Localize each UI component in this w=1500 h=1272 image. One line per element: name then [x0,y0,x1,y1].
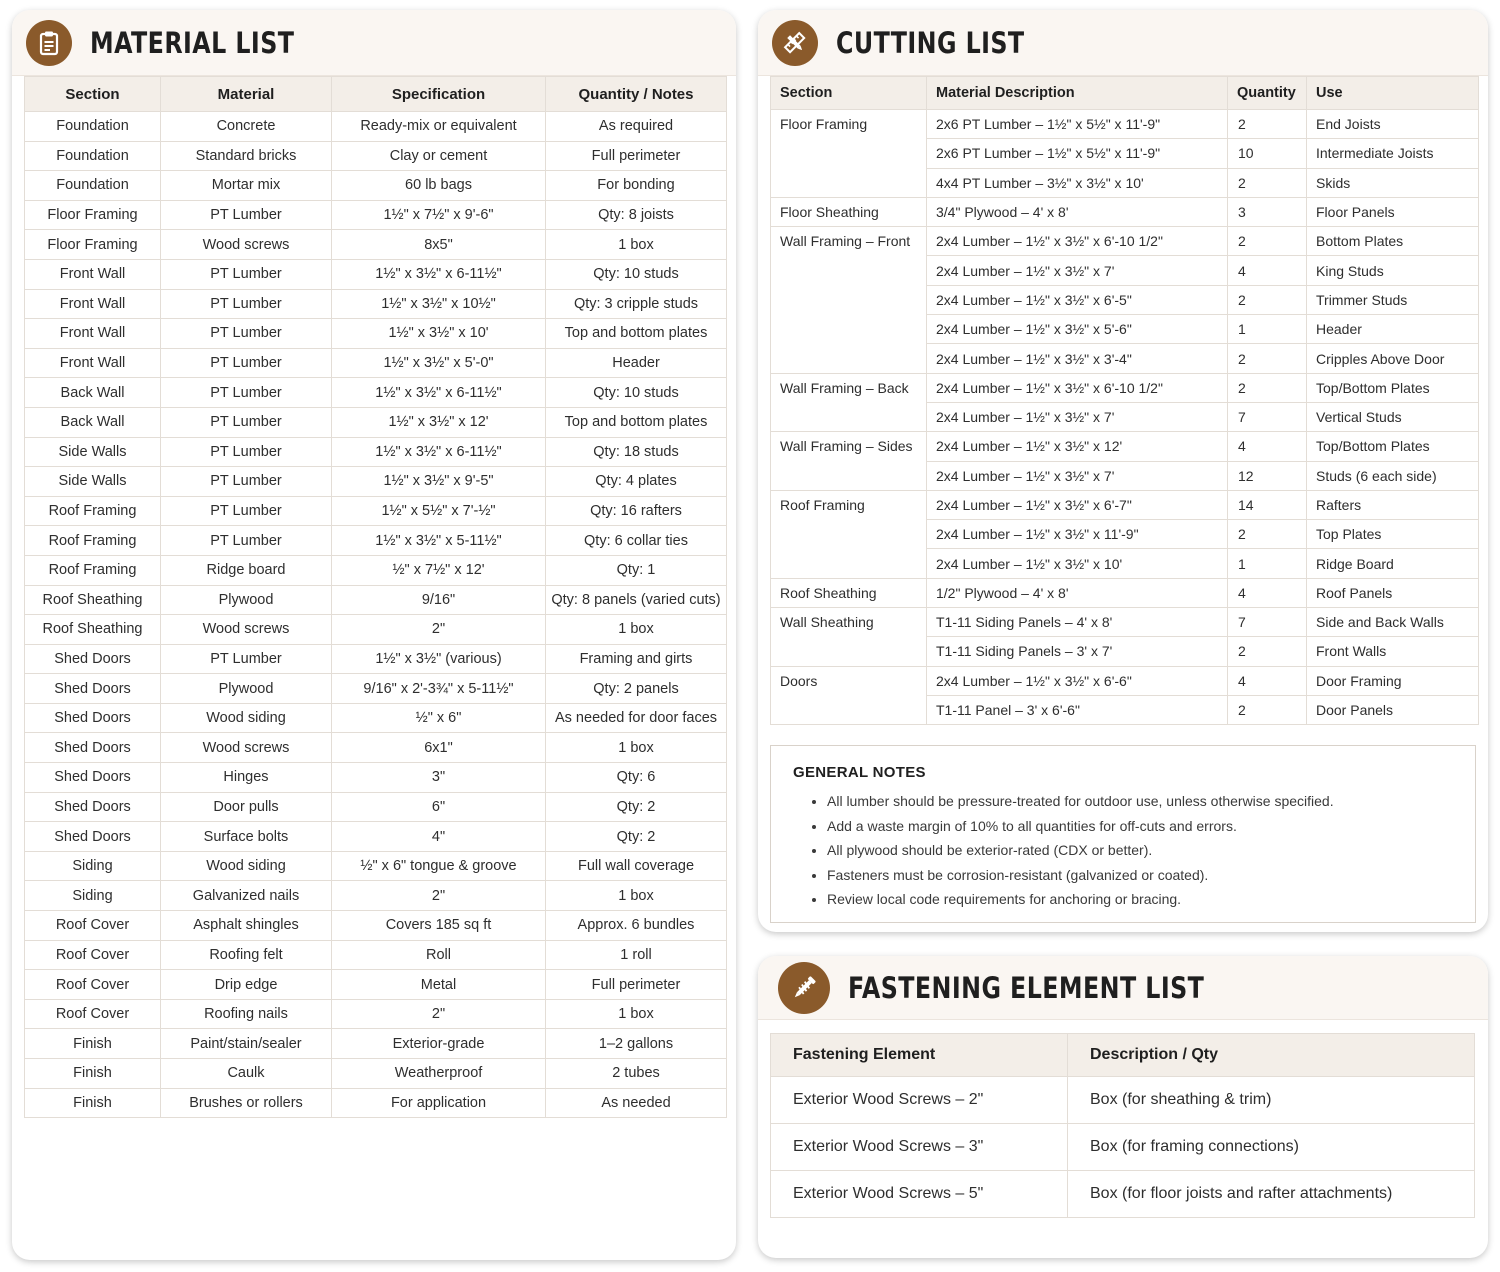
table-cell: 6" [332,792,546,822]
table-cell: PT Lumber [161,467,332,497]
table-cell: Header [546,348,727,378]
table-row [25,703,727,733]
table-row [25,733,727,763]
table-cell: Vertical Studs [1307,402,1479,431]
table-cell: Qty: 6 [546,763,727,793]
table-cell: Back Wall [25,407,161,437]
table-cell: 2x4 Lumber – 1½" x 3½" x 6'-7" [927,490,1228,519]
table-cell: Exterior Wood Screws – 5" [771,1171,1068,1218]
table-cell: Intermediate Joists [1307,139,1479,168]
table-cell: Full perimeter [546,970,727,1000]
table-row [25,822,727,852]
table-row [771,578,1479,607]
table-cell: Wood siding [161,703,332,733]
table-cell: Front Wall [25,259,161,289]
table-cell: PT Lumber [161,348,332,378]
table-cell: Roof Cover [25,940,161,970]
table-cell: 2x4 Lumber – 1½" x 3½" x 6'-10 1/2" [927,373,1228,402]
table-cell: Surface bolts [161,822,332,852]
table-cell: 1½" x 3½" x 5-11½" [332,526,546,556]
table-row [25,319,727,349]
table-cell: Framing and girts [546,644,727,674]
table-row [25,289,727,319]
table-cell: Wood screws [161,230,332,260]
table-cell: Metal [332,970,546,1000]
cutting-section-cell: Roof Sheathing [771,578,927,607]
fastening-column-header: Description / Qty [1068,1034,1475,1077]
table-cell: Wood screws [161,615,332,645]
table-cell: Full wall coverage [546,851,727,881]
table-cell: Finish [25,1088,161,1118]
table-row [771,1077,1475,1124]
table-cell: Door Panels [1307,695,1479,724]
table-cell: Bottom Plates [1307,227,1479,256]
table-cell: Roof Sheathing [25,585,161,615]
table-cell: 1½" x 3½" x 6-11½" [332,437,546,467]
screw-icon [778,962,830,1014]
table-cell: Front Wall [25,289,161,319]
material-column-header: Quantity / Notes [546,77,727,112]
table-cell: Top Plates [1307,520,1479,549]
table-row [25,674,727,704]
table-cell: 12 [1228,461,1307,490]
table-cell: Roof Framing [25,496,161,526]
table-cell: PT Lumber [161,644,332,674]
table-cell: Roof Framing [25,526,161,556]
table-row [25,999,727,1029]
cutting-header-row [771,77,1479,110]
material-list-header [12,10,736,76]
table-cell: 6x1" [332,733,546,763]
table-row [25,881,727,911]
table-cell: 4" [332,822,546,852]
list-item: • Add a waste margin of 10% to all quantities for off-cuts and errors. [827,814,1475,839]
table-cell: PT Lumber [161,526,332,556]
table-cell: 1½" x 3½" x 6-11½" [332,378,546,408]
table-cell: 1½" x 3½" x 5'-0" [332,348,546,378]
table-cell: End Joists [1307,110,1479,139]
table-row [771,490,1479,519]
table-cell: Ready-mix or equivalent [332,112,546,142]
table-cell: Box (for sheathing & trim) [1068,1077,1475,1124]
table-cell: 2x6 PT Lumber – 1½" x 5½" x 11'-9" [927,110,1228,139]
table-cell: Door Framing [1307,666,1479,695]
table-cell: Finish [25,1059,161,1089]
table-cell: Qty: 8 panels (varied cuts) [546,585,727,615]
list-item: • All plywood should be exterior-rated (CDX or better). [827,838,1475,863]
table-cell: As needed for door faces [546,703,727,733]
table-cell: 3 [1228,197,1307,226]
table-cell: 1½" x 5½" x 7'-½" [332,496,546,526]
table-cell: 2" [332,999,546,1029]
table-cell: Front Wall [25,319,161,349]
table-cell: Roof Panels [1307,578,1479,607]
table-cell: Clay or cement [332,141,546,171]
table-cell: Skids [1307,168,1479,197]
table-row [25,1029,727,1059]
table-cell: 2 [1228,344,1307,373]
table-cell: 4 [1228,578,1307,607]
fastening-table [770,1033,1475,1218]
list-item: • Fasteners must be corrosion-resistant (galvanized or coated). [827,863,1475,888]
table-cell: Roof Cover [25,911,161,941]
table-cell: 2x4 Lumber – 1½" x 3½" x 7' [927,256,1228,285]
table-cell: Weatherproof [332,1059,546,1089]
table-cell: PT Lumber [161,319,332,349]
table-cell: Roll [332,940,546,970]
table-cell: Back Wall [25,378,161,408]
table-cell: Top/Bottom Plates [1307,373,1479,402]
table-cell: PT Lumber [161,200,332,230]
clipboard-icon [26,20,72,66]
cutting-section-cell: Floor Sheathing [771,197,927,226]
table-cell: Top and bottom plates [546,407,727,437]
table-cell: Qty: 3 cripple studs [546,289,727,319]
table-cell: Roof Cover [25,970,161,1000]
table-row [25,112,727,142]
table-cell: 2x4 Lumber – 1½" x 3½" x 12' [927,432,1228,461]
table-row [771,1171,1475,1218]
table-cell: Hinges [161,763,332,793]
table-cell: Rafters [1307,490,1479,519]
table-cell: 1/2" Plywood – 4' x 8' [927,578,1228,607]
table-cell: Qty: 10 studs [546,378,727,408]
table-row [25,171,727,201]
table-row [25,378,727,408]
table-cell: Top/Bottom Plates [1307,432,1479,461]
cutting-list-header [758,10,1488,76]
table-cell: Qty: 4 plates [546,467,727,497]
table-cell: Exterior Wood Screws – 2" [771,1077,1068,1124]
table-cell: Qty: 2 [546,822,727,852]
table-cell: Shed Doors [25,703,161,733]
table-cell: Covers 185 sq ft [332,911,546,941]
table-cell: 1½" x 3½" x 12' [332,407,546,437]
table-cell: Foundation [25,171,161,201]
table-cell: 2 [1228,168,1307,197]
table-cell: PT Lumber [161,496,332,526]
table-cell: 1 [1228,315,1307,344]
table-cell: 1½" x 7½" x 9'-6" [332,200,546,230]
table-cell: Qty: 1 [546,555,727,585]
table-cell: Wood screws [161,733,332,763]
table-row [771,432,1479,461]
table-cell: 14 [1228,490,1307,519]
table-cell: Foundation [25,112,161,142]
table-cell: Studs (6 each side) [1307,461,1479,490]
table-row [25,348,727,378]
table-cell: Shed Doors [25,733,161,763]
table-cell: Finish [25,1029,161,1059]
table-cell: 2x4 Lumber – 1½" x 3½" x 6'-10 1/2" [927,227,1228,256]
table-row [771,608,1479,637]
table-cell: 1 box [546,733,727,763]
table-cell: Siding [25,881,161,911]
table-cell: Cripples Above Door [1307,344,1479,373]
table-cell: 1½" x 3½" x 9'-5" [332,467,546,497]
fastening-list-title: FASTENING ELEMENT LIST [848,970,1205,1005]
cutting-section-cell: Floor Framing [771,110,927,198]
table-cell: Floor Framing [25,200,161,230]
table-row [25,911,727,941]
table-cell: Ridge board [161,555,332,585]
fastening-column-header: Fastening Element [771,1034,1068,1077]
table-cell: 2x4 Lumber – 1½" x 3½" x 3'-4" [927,344,1228,373]
table-cell: Concrete [161,112,332,142]
material-header-row [25,77,727,112]
cutting-section-cell: Wall Framing – Front [771,227,927,373]
table-cell: T1-11 Siding Panels – 4' x 8' [927,608,1228,637]
table-cell: 4 [1228,256,1307,285]
table-cell: 1½" x 3½" x 6-11½" [332,259,546,289]
table-cell: Qty: 10 studs [546,259,727,289]
table-row [25,496,727,526]
table-row [25,940,727,970]
cutting-section-cell: Wall Sheathing [771,608,927,667]
table-row [25,407,727,437]
table-cell: Trimmer Studs [1307,285,1479,314]
table-cell: Asphalt shingles [161,911,332,941]
table-cell: 2x4 Lumber – 1½" x 3½" x 7' [927,461,1228,490]
table-cell: 2x4 Lumber – 1½" x 3½" x 7' [927,402,1228,431]
table-cell: 1–2 gallons [546,1029,727,1059]
cutting-section-cell: Wall Framing – Back [771,373,927,432]
cutting-column-header: Use [1307,77,1479,110]
cutting-section-cell: Roof Framing [771,490,927,578]
table-cell: 1 box [546,230,727,260]
general-notes-list [793,789,1475,912]
cutting-list-title: CUTTING LIST [836,25,1025,60]
table-cell: Standard bricks [161,141,332,171]
general-notes [770,745,1476,923]
table-cell: ½" x 6" tongue & groove [332,851,546,881]
table-cell: Roof Framing [25,555,161,585]
fastening-list-card [758,956,1488,1258]
table-cell: Door pulls [161,792,332,822]
table-row [25,467,727,497]
table-cell: Ridge Board [1307,549,1479,578]
table-cell: Side Walls [25,467,161,497]
fastening-header-row [771,1034,1475,1077]
table-cell: Roofing felt [161,940,332,970]
table-cell: For application [332,1088,546,1118]
table-cell: 1 box [546,615,727,645]
table-cell: Qty: 6 collar ties [546,526,727,556]
table-cell: 1 roll [546,940,727,970]
table-cell: 10 [1228,139,1307,168]
table-cell: Front Wall [25,348,161,378]
table-cell: King Studs [1307,256,1479,285]
table-cell: Shed Doors [25,763,161,793]
table-cell: 9/16" x 2'-3¾" x 5-11½" [332,674,546,704]
list-item: • All lumber should be pressure-treated for outdoor use, unless otherwise specified. [827,789,1475,814]
table-row [25,970,727,1000]
table-cell: Plywood [161,674,332,704]
table-cell: Box (for framing connections) [1068,1124,1475,1171]
table-cell: Approx. 6 bundles [546,911,727,941]
table-cell: PT Lumber [161,407,332,437]
table-cell: PT Lumber [161,437,332,467]
table-cell: ½" x 7½" x 12' [332,555,546,585]
table-cell: Header [1307,315,1479,344]
list-item: • Review local code requirements for anchoring or bracing. [827,887,1475,912]
cutting-table [770,76,1479,725]
table-cell: 1 box [546,881,727,911]
table-cell: Caulk [161,1059,332,1089]
table-cell: 4 [1228,666,1307,695]
cutting-column-header: Quantity [1228,77,1307,110]
table-cell: Front Walls [1307,637,1479,666]
table-cell: Brushes or rollers [161,1088,332,1118]
cutting-section-cell: Wall Framing – Sides [771,432,927,491]
table-cell: As needed [546,1088,727,1118]
table-cell: Exterior Wood Screws – 3" [771,1124,1068,1171]
table-cell: Plywood [161,585,332,615]
table-cell: Qty: 8 joists [546,200,727,230]
table-cell: Foundation [25,141,161,171]
cutting-column-header: Section [771,77,927,110]
table-cell: 1½" x 3½" (various) [332,644,546,674]
material-list-card [12,10,736,1260]
table-cell: 2x4 Lumber – 1½" x 3½" x 5'-6" [927,315,1228,344]
table-cell: 2x4 Lumber – 1½" x 3½" x 10' [927,549,1228,578]
table-cell: 2 [1228,520,1307,549]
table-row [25,763,727,793]
table-cell: 1 box [546,999,727,1029]
table-cell: 2 [1228,695,1307,724]
table-row [25,1088,727,1118]
table-row [25,585,727,615]
table-cell: Qty: 16 rafters [546,496,727,526]
table-cell: 2x4 Lumber – 1½" x 3½" x 11'-9" [927,520,1228,549]
table-cell: 1½" x 3½" x 10' [332,319,546,349]
table-row [25,141,727,171]
material-list-title: MATERIAL LIST [90,25,295,60]
table-cell: 3/4" Plywood – 4' x 8' [927,197,1228,226]
table-cell: 1 [1228,549,1307,578]
table-row [771,666,1479,695]
table-cell: Exterior-grade [332,1029,546,1059]
table-cell: Shed Doors [25,792,161,822]
table-cell: For bonding [546,171,727,201]
cutting-list-card [758,10,1488,932]
table-cell: 2x4 Lumber – 1½" x 3½" x 6'-5" [927,285,1228,314]
table-cell: 3" [332,763,546,793]
table-cell: 7 [1228,402,1307,431]
table-cell: 2 [1228,227,1307,256]
table-cell: Qty: 2 [546,792,727,822]
material-table [24,76,727,1118]
table-cell: 2" [332,881,546,911]
table-cell: Top and bottom plates [546,319,727,349]
table-cell: 7 [1228,608,1307,637]
table-row [25,555,727,585]
material-column-header: Material [161,77,332,112]
table-cell: Side and Back Walls [1307,608,1479,637]
cutting-section-cell: Doors [771,666,927,725]
table-cell: 4 [1228,432,1307,461]
table-cell: Roofing nails [161,999,332,1029]
table-cell: Box (for floor joists and rafter attachments) [1068,1171,1475,1218]
table-row [771,1124,1475,1171]
table-cell: Qty: 2 panels [546,674,727,704]
table-cell: 60 lb bags [332,171,546,201]
table-row [25,851,727,881]
table-cell: 2 tubes [546,1059,727,1089]
table-cell: PT Lumber [161,378,332,408]
table-cell: 2 [1228,373,1307,402]
material-column-header: Section [25,77,161,112]
table-row [25,792,727,822]
table-row [25,1059,727,1089]
table-cell: PT Lumber [161,289,332,319]
table-row [25,230,727,260]
table-cell: Wood siding [161,851,332,881]
table-cell: ½" x 6" [332,703,546,733]
table-cell: Full perimeter [546,141,727,171]
table-cell: 2 [1228,285,1307,314]
table-cell: 2x4 Lumber – 1½" x 3½" x 6'-6" [927,666,1228,695]
table-cell: Roof Cover [25,999,161,1029]
table-cell: Paint/stain/sealer [161,1029,332,1059]
table-row [771,110,1479,139]
table-row [771,227,1479,256]
table-cell: Shed Doors [25,644,161,674]
table-cell: Mortar mix [161,171,332,201]
table-row [25,615,727,645]
table-cell: Siding [25,851,161,881]
table-cell: 8x5" [332,230,546,260]
table-cell: 2 [1228,110,1307,139]
table-cell: Galvanized nails [161,881,332,911]
table-cell: Shed Doors [25,674,161,704]
cutting-column-header: Material Description [927,77,1228,110]
table-row [25,259,727,289]
table-cell: 2x6 PT Lumber – 1½" x 5½" x 11'-9" [927,139,1228,168]
table-cell: Floor Framing [25,230,161,260]
table-row [25,437,727,467]
table-cell: 9/16" [332,585,546,615]
table-cell: Drip edge [161,970,332,1000]
table-row [25,200,727,230]
table-cell: PT Lumber [161,259,332,289]
table-cell: Shed Doors [25,822,161,852]
table-cell: Qty: 18 studs [546,437,727,467]
material-column-header: Specification [332,77,546,112]
table-row [771,373,1479,402]
table-cell: 2" [332,615,546,645]
table-row [25,644,727,674]
ruler-pencil-icon [772,20,818,66]
table-row [771,197,1479,226]
table-cell: 2 [1228,637,1307,666]
table-cell: T1-11 Siding Panels – 3' x 7' [927,637,1228,666]
general-notes-title: GENERAL NOTES [793,764,926,781]
table-row [25,526,727,556]
table-cell: Floor Panels [1307,197,1479,226]
table-cell: 1½" x 3½" x 10½" [332,289,546,319]
table-cell: T1-11 Panel – 3' x 6'-6" [927,695,1228,724]
fastening-list-header [758,956,1488,1020]
table-cell: Roof Sheathing [25,615,161,645]
table-cell: As required [546,112,727,142]
table-cell: 4x4 PT Lumber – 3½" x 3½" x 10' [927,168,1228,197]
table-cell: Side Walls [25,437,161,467]
